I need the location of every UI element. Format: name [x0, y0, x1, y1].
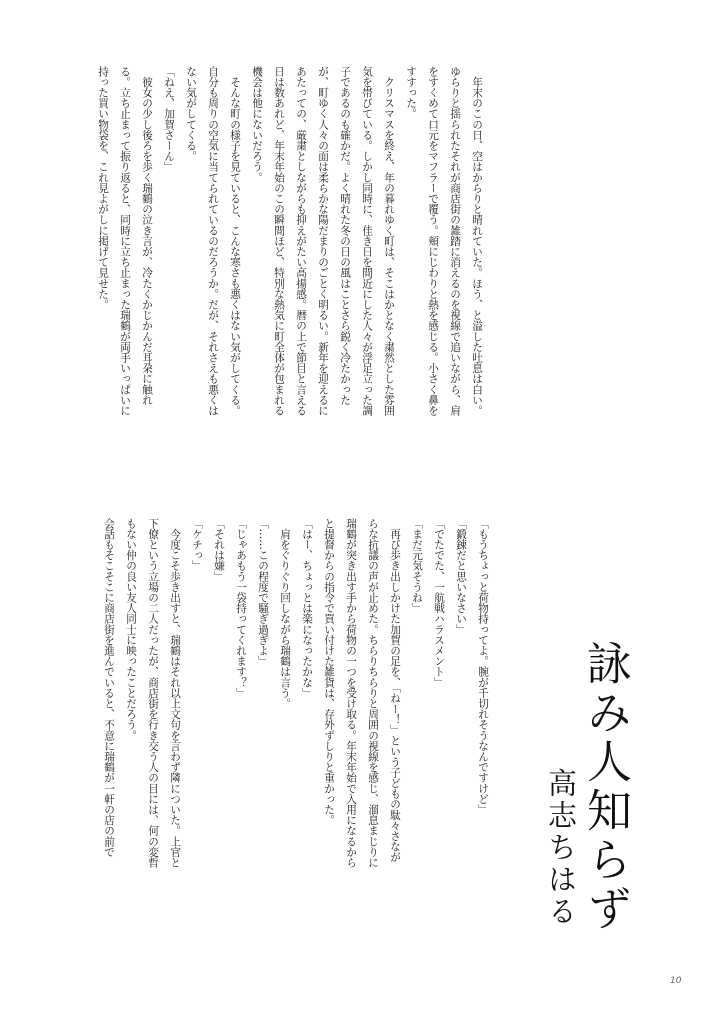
text-line: をすくめて口元をマフラーで覆う。頬にじわりと熱を感じる。小さく鼻を — [427, 66, 439, 416]
text-line: 再び歩き出しかけた加賀の足を、「ねー！」という子どもの駄々さなが — [389, 518, 401, 863]
text-line: そんな町の様子を見ていると、こんな寒さも悪くはない気がしてくる。 — [229, 66, 241, 416]
text-line: 「ねえ、加賀さーん」 — [163, 66, 175, 172]
text-line: る。立ち止まって振り返ると、同時に立ち止まった瑞鶴が両手いっぱいに — [119, 66, 131, 416]
text-line: が、町ゆく人々の面は柔らかな陽だまりのごとく明るい。新年を迎えるに — [317, 66, 329, 416]
text-line: 彼女の少し後ろを歩く瑞鶴の泣き言が、冷たくかじかんだ耳朶に触れ — [141, 66, 153, 406]
text-line: 「ケチっ」 — [191, 518, 203, 571]
text-line: 日は数あれど、年末年始のこの瞬間ほど、特別な熱気に町全体が包まれる — [273, 66, 285, 416]
text-line: と提督からの指令で買い付けた雑貨は、存外ずしりと重かった。 — [323, 518, 335, 826]
story-title: 詠み人知らず — [579, 640, 632, 934]
text-line: 「それは嫌」 — [213, 518, 225, 582]
text-line: 瑞鶴が突き出す手から荷物の一つを受け取る。年末年始で入用になるから — [345, 518, 357, 868]
text-line: すすった。 — [405, 66, 417, 119]
text-line: 「はー、ちょっとは楽になったかな」 — [301, 518, 313, 699]
text-line: 下僚という立場の二人だったが、商店街を行き交う人の目には、何の変哲 — [147, 518, 159, 868]
text-line: 「まだ元気そうね」 — [411, 518, 423, 614]
text-line: ゆらりと揺られたそれが商店街の雑踏に消えるのを視線で追いながら、肩 — [449, 66, 461, 416]
text-line: 気を帯びている。しかし同時に、佳き日を間近にした人々が浮足立った調 — [361, 66, 373, 416]
text-line: あたっての、厳粛としながらも抑えがたい高揚感。暦の上で節目と言える — [295, 66, 307, 416]
text-line: ない気がしてくる。 — [185, 66, 197, 162]
body-text-upper — [92, 66, 488, 506]
text-line: 「……この程度で騒ぎ過ぎよ」 — [257, 518, 269, 667]
text-line: 「じゃあもう一袋持ってくれます？」 — [235, 518, 247, 699]
text-line: 自分も周りの空気に当てられているのだろうか。だが、それさえも悪くは — [207, 66, 219, 416]
page-number: 10 — [670, 976, 682, 986]
body-text-lower — [98, 518, 494, 958]
text-line: 肩をぐりぐり回しながら瑞鶴は言う。 — [279, 518, 291, 709]
text-line: 「でたでた、一航戦ハラスメント」 — [433, 518, 445, 688]
text-line: 年末のこの日、空はからりと晴れていた。ほう、と溢した吐息は白い。 — [471, 66, 483, 416]
text-line: クリスマスを終え、年の暮れゆく町は、そこはかとなく粛然とした雰囲 — [383, 66, 395, 416]
text-line: 今度こそ歩き出すと、瑞鶴はそれ以上文句を言わず隣についた。上官と — [169, 518, 181, 868]
text-line: らな抗議の声が止めた。ちらりちらりと周囲の視線を感じ、溜息まじりに — [367, 518, 379, 868]
text-line: 会話もそこそこに商店街を進んでいると、不意に瑞鶴が一軒の店の前で — [103, 518, 115, 858]
text-line: 「もうちょっと荷物持ってよ。腕が千切れそうなんですけど」 — [477, 518, 489, 815]
text-line: 「鍛錬だと思いなさい」 — [455, 518, 467, 635]
author-name: 高志ちはる — [544, 768, 578, 928]
text-line: 持った買い物袋を、これ見よがしに掲げて見せた。 — [97, 66, 109, 310]
text-line: もない仲の良い友人同士に映ったことだろう。 — [125, 518, 137, 741]
text-line: 子であるのも確かだ。よく晴れた冬の日の風はことさら鋭く冷たかった — [339, 66, 351, 406]
text-line: 機会は他にないだろう。 — [251, 66, 263, 183]
